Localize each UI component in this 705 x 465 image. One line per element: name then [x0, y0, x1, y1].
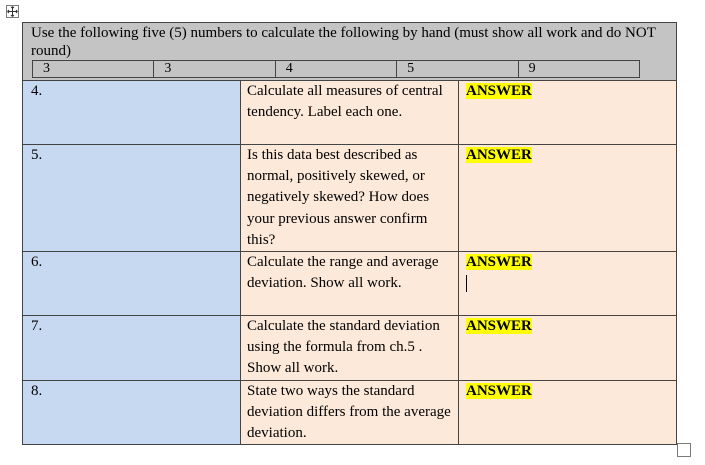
number-cell[interactable]: 4: [275, 61, 396, 78]
question-row: [23, 316, 677, 381]
question-number: 6.: [23, 252, 241, 316]
number-cell[interactable]: 3: [154, 61, 275, 78]
question-number: 5.: [23, 145, 241, 252]
worksheet-table: [22, 22, 677, 445]
instructions-text: Use the following five (5) numbers to calculate the following by hand (must show all work and do NOT round): [31, 25, 656, 59]
answer-cell[interactable]: [459, 316, 677, 381]
header-row: [23, 23, 677, 81]
answer-cell[interactable]: [459, 145, 677, 252]
question-row: [23, 145, 677, 252]
answer-label: ANSWER: [466, 318, 532, 335]
table-resize-handle-icon[interactable]: [677, 443, 691, 457]
answer-cell[interactable]: [459, 252, 677, 316]
answer-cell[interactable]: [459, 81, 677, 145]
numbers-table: [32, 60, 640, 78]
answer-label: ANSWER: [466, 147, 532, 163]
header-cell[interactable]: [23, 23, 677, 81]
question-number: 8.: [23, 380, 241, 445]
text-cursor: [466, 275, 467, 292]
question-text: Is this data best described as normal, positively skewed, or negatively skewed? How does your previous answer confirm this?: [241, 145, 459, 252]
question-text: State two ways the standard deviation differs from the average deviation.: [241, 380, 459, 445]
table-move-handle-icon[interactable]: [6, 5, 19, 18]
question-text: Calculate the range and average deviation. Show all work.: [241, 252, 459, 316]
question-row: [23, 252, 677, 316]
question-row: [23, 380, 677, 445]
question-text: Calculate the standard deviation using the formula from ch.5 . Show all work.: [241, 316, 459, 381]
answer-label: ANSWER: [466, 382, 532, 399]
question-row: [23, 81, 677, 145]
question-number: 4.: [23, 81, 241, 145]
number-cell[interactable]: 3: [33, 61, 154, 78]
answer-cell[interactable]: [459, 380, 677, 445]
number-cell[interactable]: 5: [397, 61, 518, 78]
move-arrows-icon: [7, 6, 18, 17]
question-number: 7.: [23, 316, 241, 381]
answer-label: ANSWER: [466, 83, 532, 99]
number-cell[interactable]: 9: [518, 61, 639, 78]
question-text: Calculate all measures of central tendency. Label each one.: [241, 81, 459, 145]
answer-label: ANSWER: [466, 254, 532, 271]
